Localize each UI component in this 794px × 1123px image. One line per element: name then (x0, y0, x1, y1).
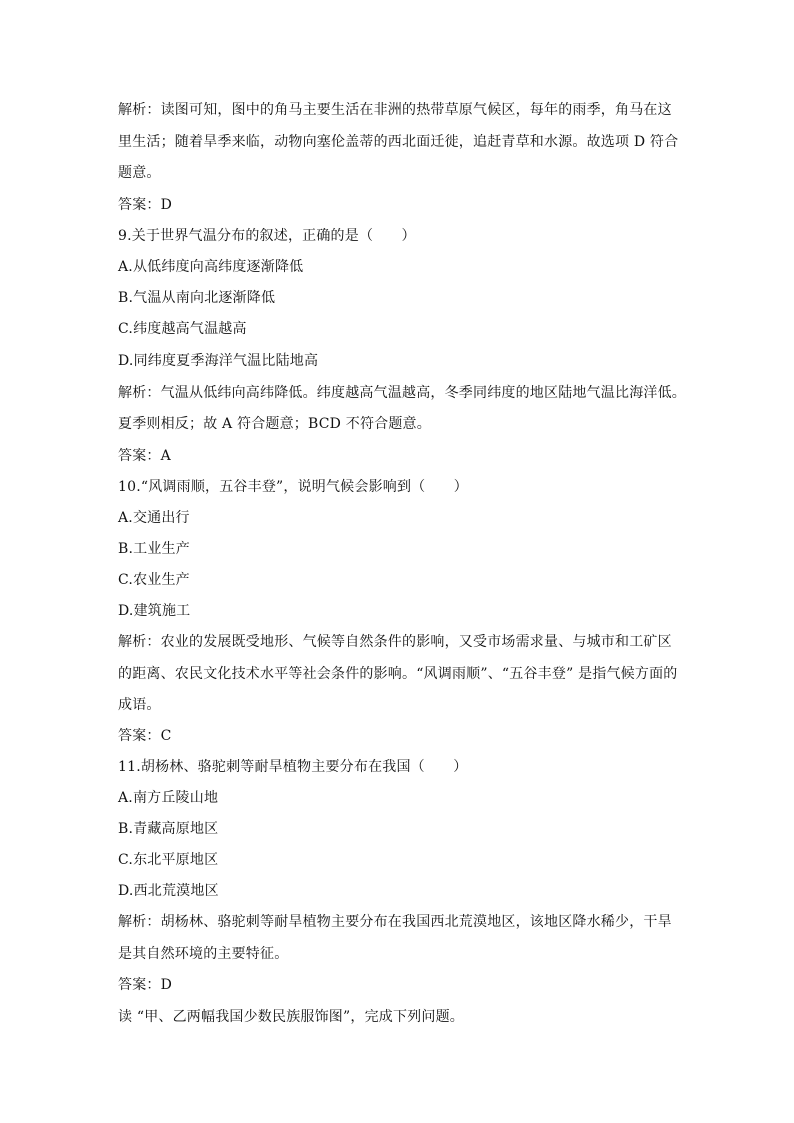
question-9-option-d: D.同纬度夏季海洋气温比陆地高 (118, 353, 319, 369)
question-9-option-c: C.纬度越高气温越高 (118, 321, 247, 337)
question-11-option-c: C.东北平原地区 (118, 852, 219, 868)
explanation-8-line-2: 里生活；随着旱季来临，动物向塞伦盖蒂的西北面迁徙，追赶青草和水源。故选项 D 符合 (118, 134, 679, 150)
question-10-option-b: B.工业生产 (118, 541, 190, 557)
answer-8: 答案：D (118, 197, 173, 213)
answer-11: 答案：D (118, 977, 173, 993)
question-9-option-a: A.从低纬度向高纬度逐渐降低 (118, 259, 304, 275)
explanation-10-line-1: 解析：农业的发展既受地形、气候等自然条件的影响，又受市场需求量、与城市和工矿区 (118, 634, 672, 650)
explanation-10-line-3: 成语。 (118, 697, 161, 713)
explanation-10-line-2: 的距离、农民文化技术水平等社会条件的影响。“风调雨顺”、“五谷丰登” 是指气候方面的 (118, 666, 678, 682)
explanation-11-line-2: 是其自然环境的主要特征。 (118, 946, 289, 962)
answer-9: 答案：A (118, 448, 171, 464)
question-10: 10.“风调雨顺，五谷丰登”，说明气候会影响到（ ） (118, 479, 468, 495)
explanation-8-line-3: 题意。 (118, 165, 161, 181)
question-10-option-c: C.农业生产 (118, 572, 190, 588)
explanation-9-line-1: 解析：气温从低纬向高纬降低。纬度越高气温越高，冬季同纬度的地区陆地气温比海洋低。 (118, 385, 686, 401)
question-11-option-b: B.青藏高原地区 (118, 821, 219, 837)
question-10-option-a: A.交通出行 (118, 510, 190, 526)
question-11: 11.胡杨林、骆驼刺等耐旱植物主要分布在我国（ ） (118, 759, 468, 775)
explanation-11-line-1: 解析：胡杨林、骆驼刺等耐旱植物主要分布在我国西北荒漠地区，该地区降水稀少，干旱 (118, 914, 672, 930)
answer-10: 答案：C (118, 728, 172, 744)
reading-prompt: 读 “甲、乙两幅我国少数民族服饰图”，完成下列问题。 (118, 1009, 464, 1025)
question-10-option-d: D.建筑施工 (118, 603, 191, 619)
explanation-9-line-2: 夏季则相反；故 A 符合题意；BCD 不符合题意。 (118, 416, 431, 432)
question-11-option-a: A.南方丘陵山地 (118, 790, 219, 806)
question-9: 9.关于世界气温分布的叙述，正确的是（ ） (118, 228, 416, 244)
question-9-option-b: B.气温从南向北逐渐降低 (118, 290, 276, 306)
question-11-option-d: D.西北荒漠地区 (118, 883, 219, 899)
explanation-8-line-1: 解析：读图可知，图中的角马主要生活在非洲的热带草原气候区，每年的雨季，角马在这 (118, 102, 672, 118)
